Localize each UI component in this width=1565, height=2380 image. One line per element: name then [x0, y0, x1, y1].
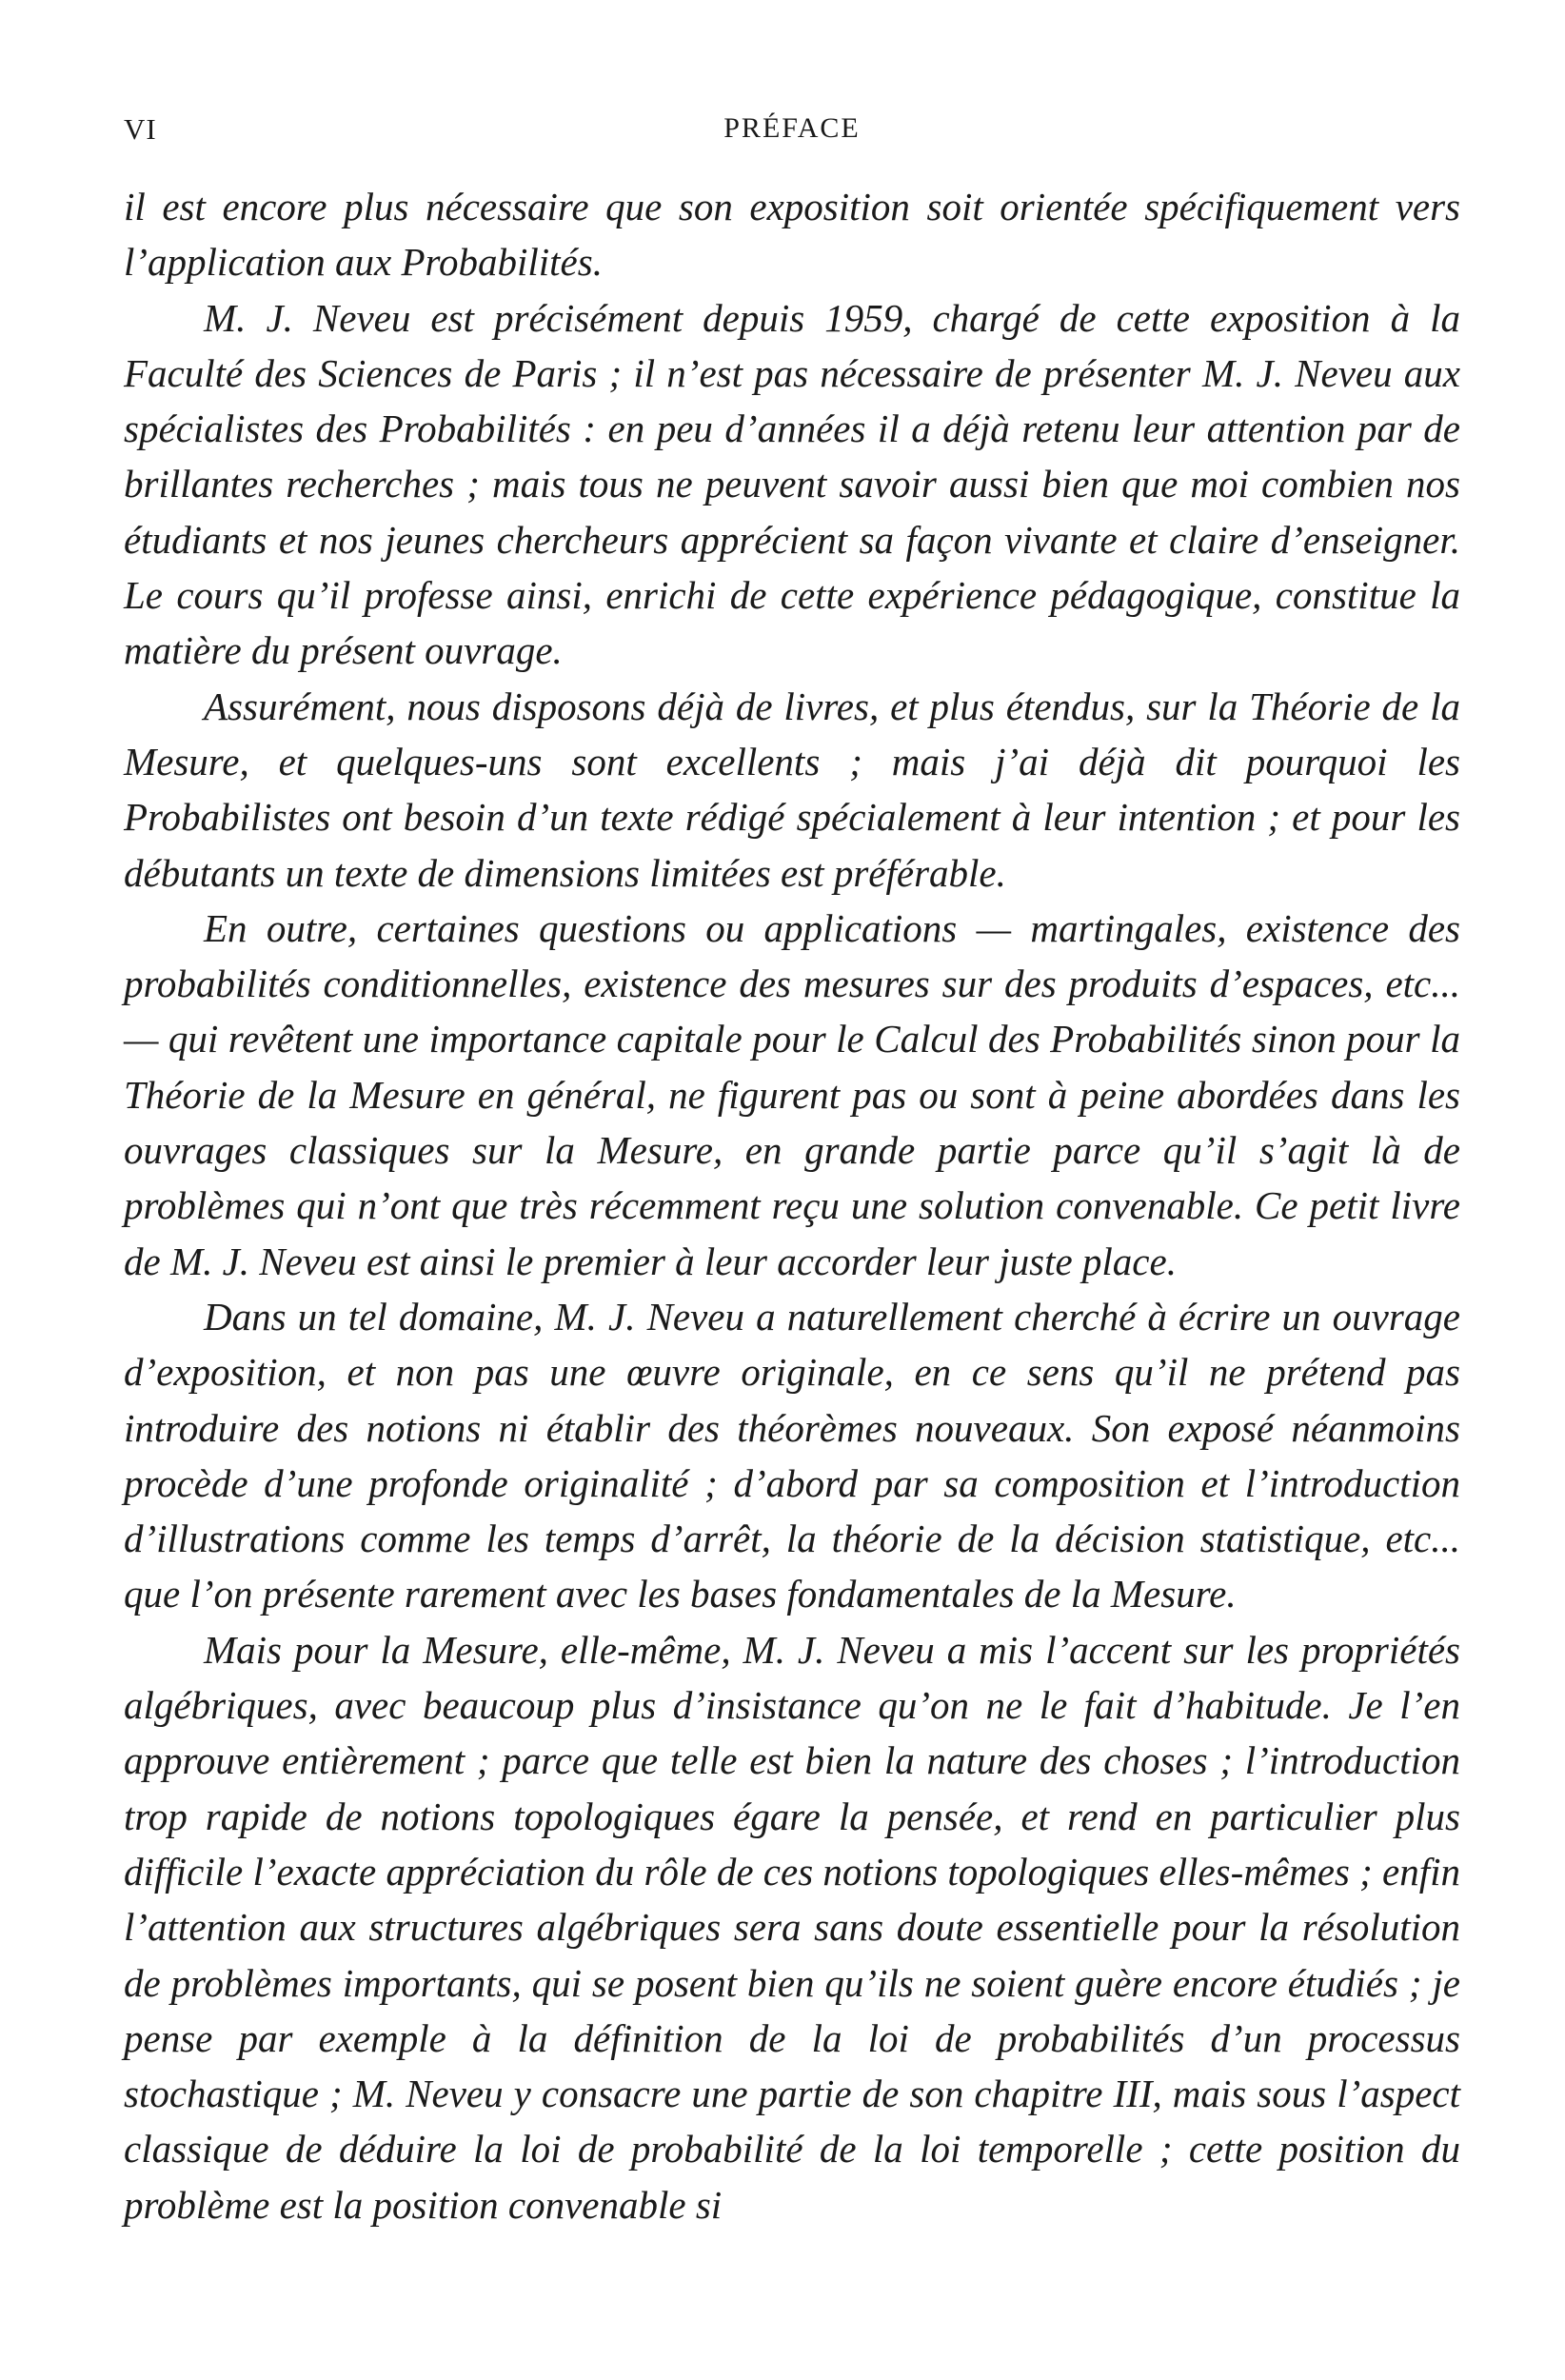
running-title: PRÉFACE — [723, 112, 861, 144]
preface-body — [124, 179, 1460, 2232]
paragraph: M. J. Neveu est précisément depuis 1959, chargé de cette exposition à la Faculté des Sciences de Paris ; il n’est pas nécessaire de présenter M. J. Neveu aux spécialistes des Probabilités : en peu d’années il a déjà retenu leur attention par de brillantes recherches ; mais tous ne peuvent savoir aussi bien que moi combien nos étudiants et nos jeunes chercheurs apprécient sa façon vivante et claire d’enseigner. Le cours qu’il professe ainsi, enrichi de cette expérience pédagogique, constitue la matière du présent ouvrage. — [124, 295, 1460, 673]
page-number: VI — [124, 112, 157, 146]
running-head — [124, 112, 1460, 150]
paragraph: Dans un tel domaine, M. J. Neveu a naturellement cherché à écrire un ouvrage d’exposition, et non pas une œuvre originale, en ce sens qu’il ne prétend pas introduire des notions ni établir des théorèmes nouveaux. Son exposé néanmoins procède d’une profonde originalité ; d’abord par sa composition et l’introduction d’illustrations comme les temps d’arrêt, la théorie de la décision statistique, etc... que l’on présente rarement avec les bases fondamentales de la Mesure. — [124, 1294, 1460, 1616]
paragraph-continuation: il est encore plus nécessaire que son exposition soit orientée spécifiquement vers l’application aux Probabilités. — [124, 185, 1460, 285]
paragraph: Mais pour la Mesure, elle-même, M. J. Neveu a mis l’accent sur les propriétés algébriques, avec beaucoup plus d’insistance qu’on ne le fait d’habitude. Je l’en approuve entièrement ; parce que telle est bien la nature des choses ; l’introduction trop rapide de notions topologiques égare la pensée, et rend en particulier plus difficile l’exacte appréciation du rôle de ces notions topologiques elles-mêmes ; enfin l’attention aux structures algébriques sera sans doute essentielle pour la résolution de problèmes importants, qui se posent bien qu’ils ne soient guère encore étudiés ; je pense par exemple à la définition de la loi de probabilités d’un processus stochastique ; M. Neveu y consacre une partie de son chapitre III, mais sous l’aspect classique de déduire la loi de probabilité de la loi temporelle ; cette position du problème est la position convenable si — [124, 1627, 1460, 2227]
paragraph: Assurément, nous disposons déjà de livres, et plus étendus, sur la Théorie de la Mesure, et quelques-uns sont excellents ; mais j’ai déjà dit pourquoi les Probabilistes ont besoin d’un texte rédigé spécialement à leur intention ; et pour les débutants un texte de dimensions limitées est préférable. — [124, 684, 1460, 895]
paragraph: En outre, certaines questions ou applications — martingales, existence des probabilités conditionnelles, existence des mesures sur des produits d’espaces, etc... — qui revêtent une importance capitale pour le Calcul des Probabilités sinon pour la Théorie de la Mesure en général, ne figurent pas ou sont à peine abordées dans les ouvrages classiques sur la Mesure, en grande partie parce qu’il s’agit là de problèmes qui n’ont que très récemment reçu une solution convenable. Ce petit livre de M. J. Neveu est ainsi le premier à leur accorder leur juste place. — [124, 905, 1460, 1283]
